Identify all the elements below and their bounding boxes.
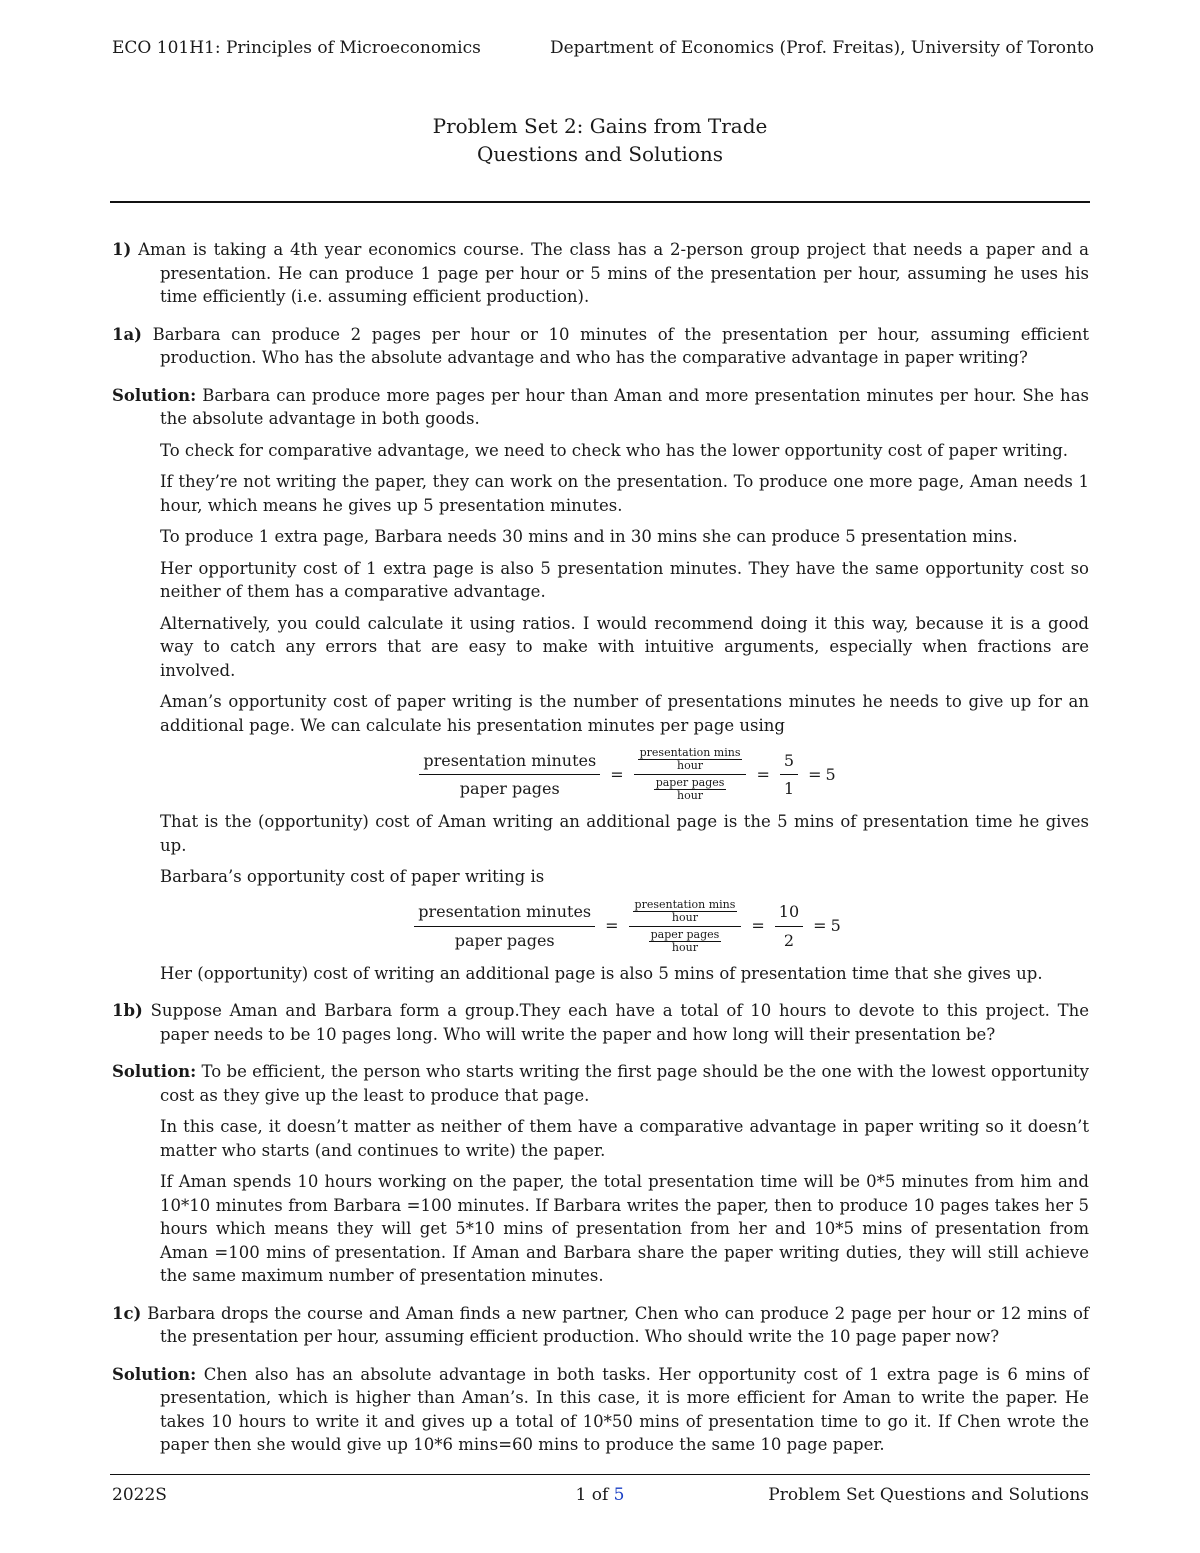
solution-paragraph: To produce 1 extra page, Barbara needs 30 mins and in 30 mins she can produce 5 presentation mins. — [160, 527, 1018, 546]
rate-numerator: paper pages — [650, 927, 720, 941]
question-text: Aman is taking a 4th year economics course. The class has a 2-person group project that needs a paper and a presentation. He can produce 1 page per hour or 5 mins of the presentation per hour, assuming he uses his time efficiently (i.e. assuming efficient production). — [138, 240, 1089, 306]
solution-paragraph: Barbara’s opportunity cost of paper writing is — [160, 867, 545, 886]
rate-denominator: hour — [671, 940, 698, 954]
ratio-numerator: 5 — [780, 749, 798, 776]
equals-sign: = — [813, 916, 827, 936]
ratio-fraction — [780, 749, 798, 801]
equation-fraction — [414, 900, 595, 952]
equals-sign: = — [605, 916, 619, 936]
question-label: 1) — [112, 240, 132, 259]
solution-paragraph: Aman’s opportunity cost of paper writing is the number of presentations minutes he needs to give up for an additional page. We can calculate his presentation minutes per page using — [160, 692, 1089, 735]
solution-paragraph: If they’re not writing the paper, they can work on the presentation. To produce one more page, Aman needs 1 hour, which means he gives up 5 presentation minutes. — [160, 472, 1089, 515]
fraction-numerator: presentation minutes — [419, 749, 600, 776]
question-1b — [112, 999, 1089, 1046]
ratio-numerator: 10 — [775, 900, 803, 927]
question-label: 1a) — [112, 324, 142, 344]
solution-paragraph: Her (opportunity) cost of writing an additional page is also 5 mins of presentation time that she gives up. — [160, 963, 1043, 983]
fraction-denominator: paper pages — [459, 779, 560, 798]
question-text: Suppose Aman and Barbara form a group.They each have a total of 10 hours to devote to this project. The paper needs to be 10 pages long. Who will write the paper and how long will their presentation be? — [150, 1001, 1090, 1044]
title-rule — [110, 201, 1090, 203]
equals-sign: = — [756, 764, 770, 784]
solution-paragraph: Her opportunity cost of 1 extra page is also 5 presentation minutes. They have the same opportunity cost so neither of them has a comparative advantage. — [160, 558, 1089, 601]
equation-result: 5 — [825, 764, 836, 784]
solution-label: Solution: — [112, 385, 197, 405]
rate-denominator: hour — [671, 910, 698, 924]
equals-sign: = — [751, 916, 765, 936]
subtitle-line: Questions and Solutions — [477, 142, 723, 166]
solution-label: Solution: — [112, 1364, 197, 1384]
page-of-label: 1 of — [575, 1485, 609, 1505]
header-course: ECO 101H1: Principles of Microeconomics — [112, 38, 481, 58]
ratio-denominator: 2 — [783, 930, 795, 950]
footer-title: Problem Set Questions and Solutions — [768, 1485, 1089, 1505]
question-text: Barbara can produce 2 pages per hour or 10 minutes of the presentation per hour, assuming efficient production. Who has the absolute advantage and who has the comparative advantage in paper writing? — [152, 324, 1089, 367]
solution-text: Chen also has an absolute advantage in both tasks. Her opportunity cost of 1 extra page is 6 mins of presentation, which is higher than Aman’s. In this case, it is more efficient for Aman to write the paper. He takes 10 hours to write it and gives up a total of 10*50 mins of presentation time to go it. If Chen wrote the paper then she would give up 10*6 mins=60 mins to produce the same 10 page paper. — [160, 1364, 1089, 1454]
question-1 — [112, 238, 1089, 309]
rate-numerator: presentation mins — [639, 746, 741, 759]
equation-fraction — [419, 749, 600, 801]
ratio-fraction — [775, 900, 803, 952]
compound-fraction — [629, 899, 742, 954]
question-1c — [112, 1302, 1089, 1349]
solution-paragraph: If Aman spends 10 hours working on the paper, the total presentation time will be 0*5 minutes from him and 10*10 minutes from Barbara =100 minutes. If Barbara writes the paper, then to produce 10 pages takes her 5 hours which means they will get 5*10 mins of presentation from her and 10*5 mins of presentation from Aman =100 mins of presentation. If Aman and Barbara share the paper writing duties, they will still achieve the same maximum number of presentation minutes. — [160, 1172, 1089, 1285]
solution-paragraph: In this case, it doesn’t matter as neither of them have a comparative advantage in paper writing so it doesn’t matter who starts (and continues to write) the paper. — [160, 1117, 1089, 1160]
solution-paragraph: To check for comparative advantage, we need to check who has the lower opportunity cost of paper writing. — [160, 440, 1068, 460]
solution-label: Solution: — [112, 1062, 197, 1081]
solution-paragraph: Alternatively, you could calculate it using ratios. I would recommend doing it this way, because it is a good way to catch any errors that are easy to make with intuitive arguments, especially when fractions are involved. — [160, 613, 1089, 680]
compound-fraction — [634, 747, 747, 802]
footer-term: 2022S — [112, 1485, 167, 1505]
solution-text: Barbara can produce more pages per hour than Aman and more presentation minutes per hour. She has the absolute advantage in both goods. — [160, 385, 1089, 428]
solution-paragraph: That is the (opportunity) cost of Aman writing an additional page is the 5 mins of presentation time he gives up. — [160, 812, 1089, 855]
rate-numerator: presentation mins — [634, 897, 736, 911]
equation-result: 5 — [830, 916, 841, 936]
footer-rule — [110, 1474, 1090, 1475]
ratio-denominator: 1 — [783, 779, 795, 798]
question-label: 1b) — [112, 1001, 143, 1020]
question-text: Barbara drops the course and Aman finds a new partner, Chen who can produce 2 page per hour or 12 mins of the presentation per hour, assuming efficient production. Who should write the 10 page paper now? — [147, 1303, 1090, 1346]
header-department: Department of Economics (Prof. Freitas), University of Toronto — [549, 38, 1094, 58]
title-line-1: Problem Set 2: Gains from Trade — [432, 114, 768, 138]
question-1a — [112, 323, 1089, 370]
rate-denominator: hour — [677, 789, 704, 802]
title-block — [0, 112, 1200, 168]
solution-1b — [112, 1060, 1089, 1107]
rate-denominator: hour — [677, 759, 704, 772]
equation-aman — [160, 747, 1089, 802]
fraction-denominator: paper pages — [454, 930, 555, 950]
equals-sign: = — [808, 764, 822, 784]
question-label: 1c) — [112, 1303, 142, 1323]
fraction-numerator: presentation minutes — [414, 900, 595, 927]
solution-1a — [112, 384, 1089, 431]
solution-text: To be efficient, the person who starts writing the first page should be the one with the lowest opportunity cost as they give up the least to produce that page. — [160, 1062, 1089, 1105]
equals-sign: = — [610, 764, 624, 784]
equation-barbara — [160, 899, 1089, 954]
rate-numerator: paper pages — [655, 776, 725, 789]
solution-1c — [112, 1363, 1089, 1457]
content-body — [112, 238, 1089, 1471]
total-pages-link[interactable]: 5 — [613, 1485, 625, 1505]
